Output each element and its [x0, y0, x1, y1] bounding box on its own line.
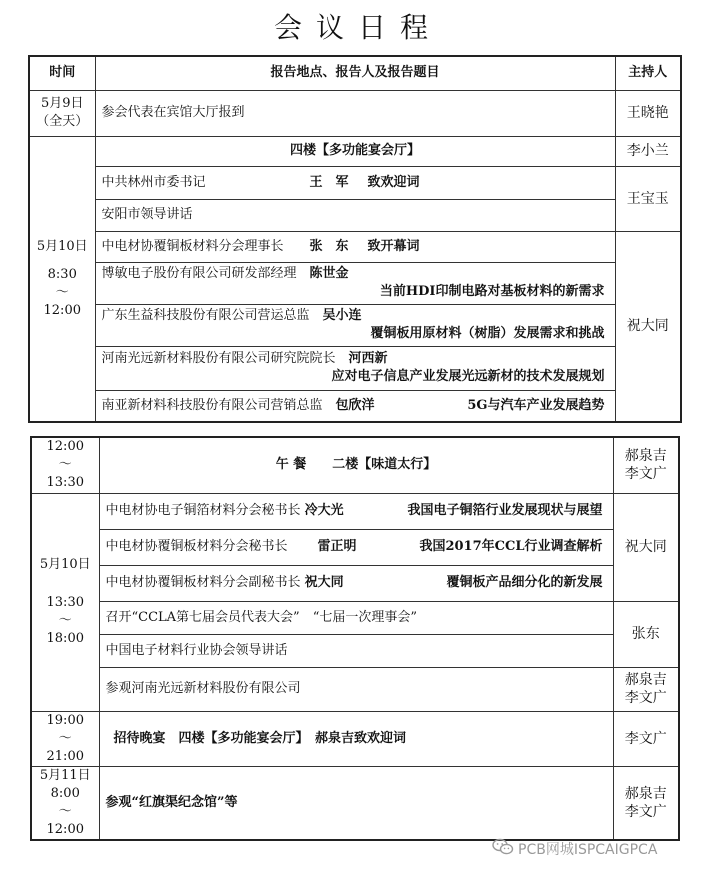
- content-cell: [95, 346, 615, 390]
- host-cell: 张东: [613, 601, 679, 667]
- time-cell: [29, 136, 95, 422]
- time-tilde: ～: [58, 613, 72, 628]
- host-cell: 王宝玉: [615, 166, 681, 231]
- content-cell: [95, 262, 615, 304]
- content-cell: [99, 529, 613, 565]
- speaker-org: 中共林州市委书记: [101, 174, 206, 190]
- time-tilde: ～: [58, 730, 72, 746]
- start-time: 19:00: [46, 712, 84, 728]
- time-cell: [29, 90, 95, 136]
- speaker-name: 雷正明: [317, 539, 357, 554]
- speaker-org: 博敏电子股份有限公司研发部经理: [101, 266, 297, 281]
- start-time: 12:00: [46, 439, 84, 455]
- end-time: 13:30: [46, 475, 84, 491]
- table-row: [29, 199, 681, 231]
- speaker-org: 中电材协电子铜箔材料分会秘书长: [105, 503, 301, 518]
- host-name: 李文广: [624, 803, 667, 820]
- schedule-table-afternoon: [30, 436, 680, 841]
- host-name: 李文广: [624, 690, 667, 706]
- speaker-name: 冷大光: [304, 503, 344, 518]
- talk-title: 覆铜板用原材料（树脂）发展需求和挑战: [370, 326, 605, 341]
- time-tilde: ～: [58, 803, 72, 819]
- time-cell: [31, 766, 99, 840]
- time-cell: [31, 711, 99, 766]
- content-cell: [99, 437, 613, 493]
- talk-title: 致欢迎词: [367, 174, 420, 190]
- start-time: 13:30: [46, 595, 84, 610]
- host-cell: 祝大同: [613, 493, 679, 601]
- host-cell: 祝大同: [615, 231, 681, 422]
- host-name: 郝泉吉: [624, 785, 667, 802]
- wechat-icon: [492, 838, 514, 860]
- talk-title: 应对电子信息产业发展光远新材的技术发展规划: [331, 369, 605, 384]
- content-cell: [95, 304, 615, 346]
- content-cell: 招待晚宴 四楼【多功能宴会厅】 郝泉吉致欢迎词: [99, 711, 613, 766]
- date-label: 5月9日: [40, 96, 84, 111]
- end-time: 21:00: [46, 748, 84, 764]
- table-row: [31, 565, 679, 601]
- table-row: [29, 166, 681, 199]
- speaker-name: 张 东: [309, 238, 349, 254]
- content-cell: 参会代表在宾馆大厅报到: [95, 90, 615, 136]
- table-row: [31, 493, 679, 529]
- table-row: [29, 231, 681, 262]
- table-row: [31, 634, 679, 667]
- host-cell: [613, 667, 679, 711]
- speaker-name: 包欣洋: [335, 397, 375, 413]
- table-row: [31, 766, 679, 840]
- date-label: 5月10日: [39, 557, 91, 572]
- watermark: [492, 838, 657, 860]
- content-cell: 召开“CCLA第七届会员代表大会” “七届一次理事会”: [99, 601, 613, 634]
- speaker-org: 中电材协覆铜板材料分会副秘书长: [105, 575, 301, 590]
- talk-title: 致开幕词: [367, 238, 420, 254]
- table-row: [29, 90, 681, 136]
- speaker-name: 吴小连: [322, 308, 362, 323]
- table-row: [29, 262, 681, 304]
- talk-title: 覆铜板产品细分化的新发展: [446, 575, 603, 590]
- time-cell: [31, 493, 99, 711]
- host-name: 郝泉吉: [624, 672, 667, 688]
- table-row: [31, 711, 679, 766]
- talk-title: 当前HDI印制电路对基板材料的新需求: [379, 284, 605, 299]
- time-tilde: ～: [58, 457, 72, 473]
- speaker-name: 王 军: [309, 174, 349, 190]
- watermark-text: PCB网城ISPCAIGPCA: [518, 842, 658, 858]
- end-time: 12:00: [46, 821, 84, 837]
- table-row: [31, 667, 679, 711]
- date-label: 5月11日: [39, 767, 91, 783]
- content-cell: 参观“红旗渠纪念馆”等: [99, 766, 613, 840]
- table-row: [31, 529, 679, 565]
- start-time: 8:30: [47, 266, 77, 282]
- speaker-org: 南亚新材料科技股份有限公司营销总监: [101, 397, 323, 413]
- date-label: 5月10日: [36, 238, 88, 254]
- date-sub-label: （全天）: [36, 114, 89, 129]
- speaker-org: 河南光远新材料股份有限公司研究院院长: [101, 351, 336, 366]
- content-cell: [95, 166, 615, 199]
- table-row: [29, 136, 681, 166]
- speaker-org: 广东生益科技股份有限公司营运总监: [101, 308, 310, 323]
- content-cell: 安阳市领导讲话: [95, 199, 615, 231]
- talk-title: 我国2017年CCL行业调查解析: [419, 539, 603, 554]
- content-cell: [95, 231, 615, 262]
- table-row: [29, 390, 681, 422]
- content-cell: [99, 565, 613, 601]
- content-cell: [99, 493, 613, 529]
- header-host: 主持人: [615, 56, 681, 90]
- speaker-name: 祝大同: [304, 575, 344, 590]
- talk-title: 我国电子铜箔行业发展现状与展望: [407, 503, 603, 518]
- start-time: 8:00: [50, 785, 80, 801]
- schedule-table-morning: [28, 55, 682, 423]
- speaker-name: 陈世金: [309, 266, 349, 281]
- end-time: 18:00: [46, 631, 84, 646]
- table-row: [31, 601, 679, 634]
- time-cell: [31, 437, 99, 493]
- speaker-org: 中电材协覆铜板材料分会理事长: [101, 238, 284, 254]
- host-cell: 李小兰: [615, 136, 681, 166]
- end-time: 12:00: [43, 302, 81, 318]
- content-cell: [95, 390, 615, 422]
- table-row: [29, 346, 681, 390]
- speaker-org: 中电材协覆铜板材料分会秘书长: [105, 539, 288, 554]
- talk-title: 5G与汽车产业发展趋势: [467, 397, 605, 413]
- table-row: [31, 437, 679, 493]
- speaker-name: 河西新: [348, 351, 388, 366]
- host-cell: [613, 437, 679, 493]
- lunch-venue: 二楼【味道太行】: [332, 457, 437, 473]
- venue-cell: 四楼【多功能宴会厅】: [95, 136, 615, 166]
- host-name: 郝泉吉: [624, 448, 667, 465]
- host-name: 李文广: [624, 466, 667, 483]
- content-cell: 中国电子材料行业协会领导讲话: [99, 634, 613, 667]
- header-content: 报告地点、报告人及报告题目: [95, 56, 615, 90]
- page-title: 会议日程: [273, 11, 442, 44]
- table-row: [29, 304, 681, 346]
- host-cell: [613, 766, 679, 840]
- host-cell: 李文广: [613, 711, 679, 766]
- content-cell: 参观河南光远新材料股份有限公司: [99, 667, 613, 711]
- time-tilde: ～: [55, 284, 69, 300]
- lunch-label: 午 餐: [275, 457, 307, 473]
- host-cell: 王晓艳: [615, 90, 681, 136]
- header-time: 时间: [29, 56, 95, 90]
